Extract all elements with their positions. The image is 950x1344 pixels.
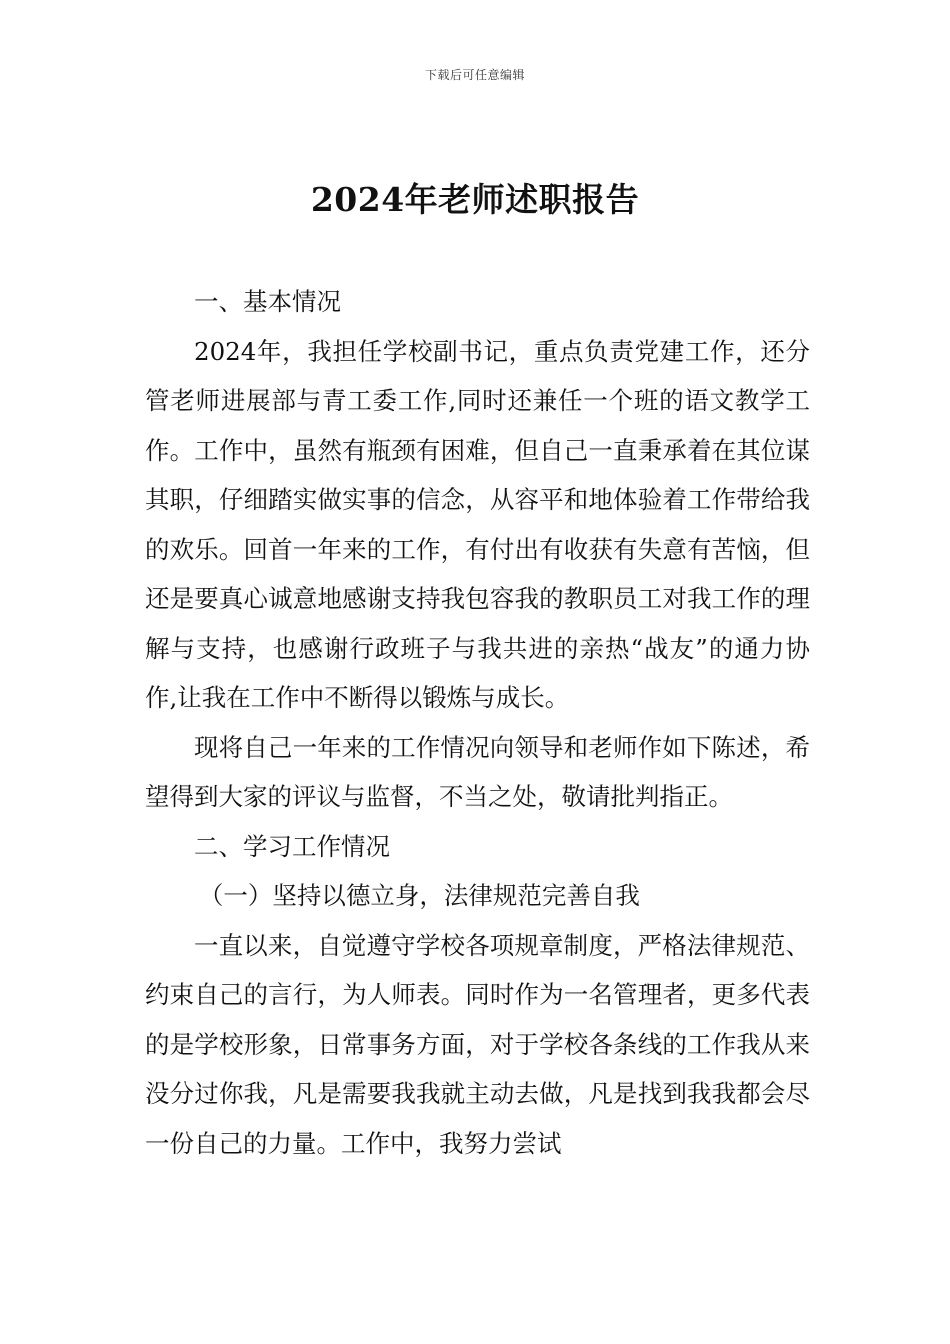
subsection-heading-ethics: （一）坚持以德立身，法律规范完善自我 <box>198 881 640 910</box>
paragraph-overview: 2024年，我担任学校副书记，重点负责党建工作，还分管老师进展部与青工委工作,同时还兼任一个班的语文教学工作。工作中，虽然有瓶颈有困难，但自己一直秉承着在其位谋其职，仔细踏实做实事的信念，从容平和地体验着工作带给我的欢乐。回首一年来的工作，有付出有收获有失意有苦恼，但还是要真心诚意地感谢支持我包容我的教职员工对我工作的理解与支持，也感谢行政班子与我共进的亲热“战友”的通力协作,让我在工作中不断得以锻炼与成长。 <box>145 336 810 712</box>
document-body <box>145 277 810 1168</box>
section-heading-basic: 一、基本情况 <box>194 287 341 316</box>
paragraph-ethics: 一直以来，自觉遵守学校各项规章制度，严格法律规范、约束自己的言行，为人师表。同时作为一名管理者，更多代表的是学校形象，日常事务方面，对于学校各条线的工作我从来没分过你我，凡是需要我我就主动去做，凡是找到我我都会尽一份自己的力量。工作中，我努力尝试 <box>145 930 810 1158</box>
paragraph-statement: 现将自己一年来的工作情况向领导和老师作如下陈述，希望得到大家的评议与监督，不当之处，敬请批判指正。 <box>145 732 810 811</box>
header-note: 下载后可任意编辑 <box>424 68 525 82</box>
document-title: 2024年老师述职报告 <box>310 180 640 219</box>
section-heading-work: 二、学习工作情况 <box>194 831 390 861</box>
